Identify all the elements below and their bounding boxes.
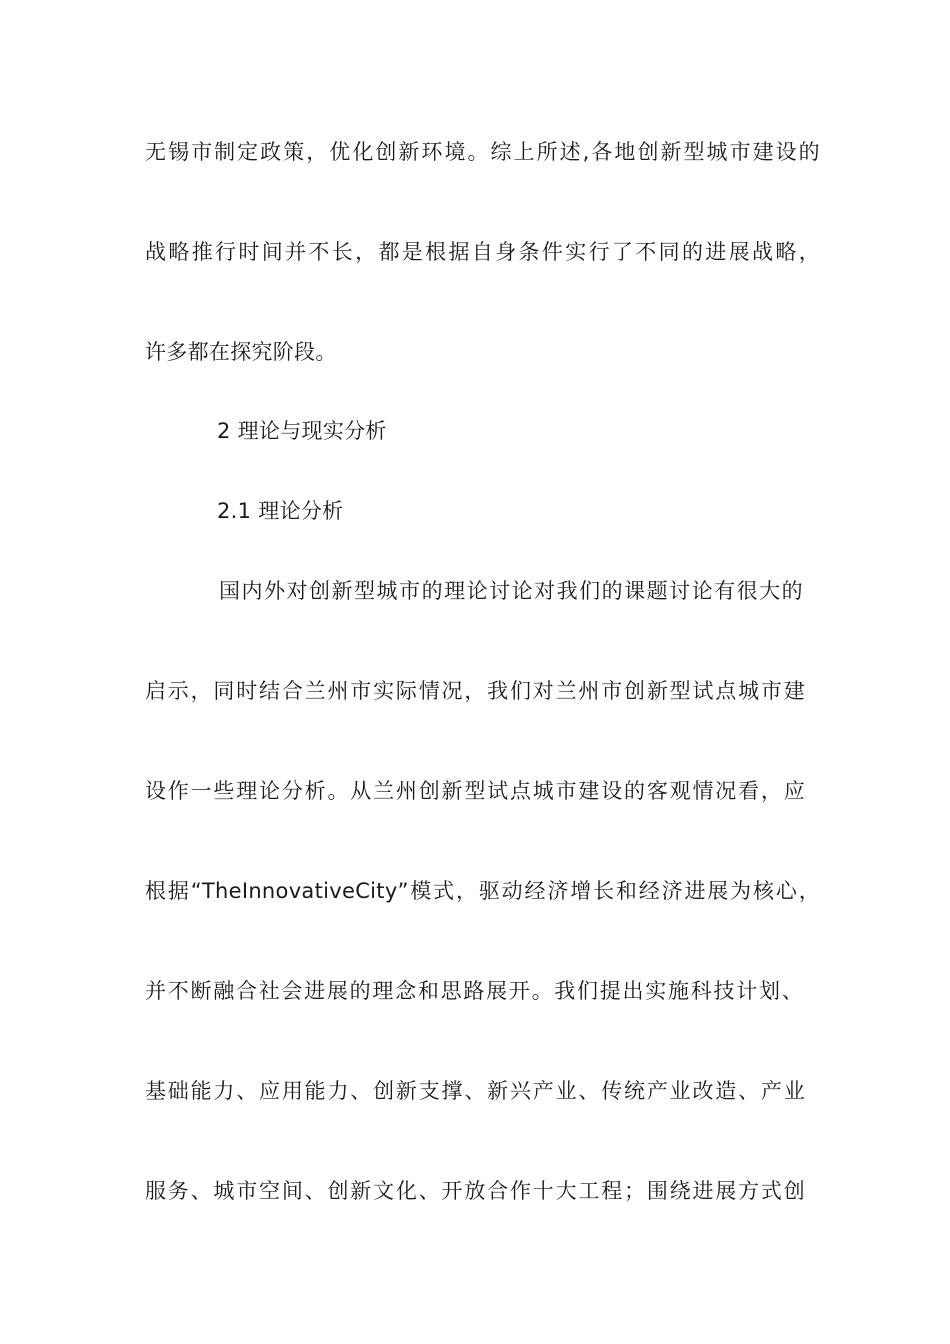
paragraph-line-3: 许多都在探究阶段。: [145, 340, 337, 364]
paragraph-line-10: 服务、城市空间、创新文化、开放合作十大工程；围绕进展方式创: [145, 1179, 805, 1203]
paragraph-line-6: 设作一些理论分析。从兰州创新型试点城市建设的客观情况看，应: [145, 779, 805, 803]
paragraph-line-5: 启示，同时结合兰州市实际情况，我们对兰州市创新型试点城市建: [145, 679, 805, 703]
paragraph-line-9: 基础能力、应用能力、创新支撑、新兴产业、传统产业改造、产业: [145, 1079, 805, 1103]
section-heading: 2 理论与现实分析: [217, 419, 387, 443]
paragraph-line-4: 国内外对创新型城市的理论讨论对我们的课题讨论有很大的: [219, 579, 803, 603]
paragraph-line-8: 并不断融合社会进展的理念和思路展开。我们提出实施科技计划、: [145, 979, 803, 1003]
paragraph-line-2: 战略推行时间并不长，都是根据自身条件实行了不同的进展战略，: [145, 240, 820, 264]
subsection-heading: 2.1 理论分析: [217, 499, 344, 523]
paragraph-line-7: 根据“TheInnovativeCity”模式，驱动经济增长和经济进展为核心，: [145, 879, 820, 903]
paragraph-line-1: 无锡市制定政策，优化创新环境。综上所述,各地创新型城市建设的: [145, 140, 820, 164]
